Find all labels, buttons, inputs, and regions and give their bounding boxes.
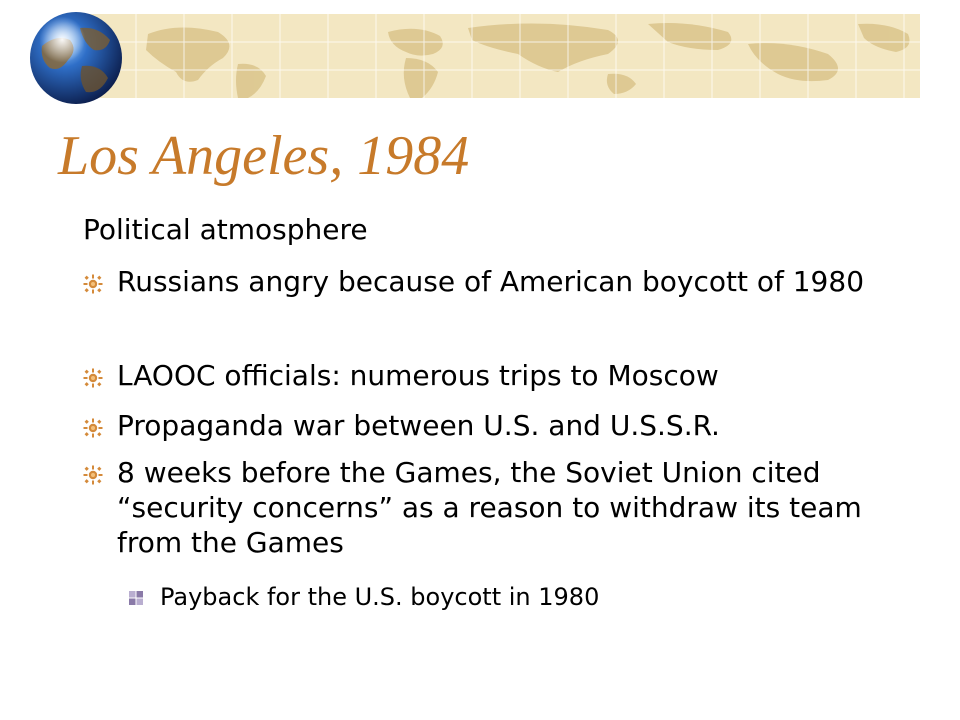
bullet-text: Russians angry because of American boycott of 1980 [117, 265, 865, 298]
bullet-text: Propaganda war between U.S. and U.S.S.R. [117, 409, 720, 442]
sun-bullet-icon [83, 274, 103, 294]
sun-bullet-icon [83, 368, 103, 388]
square-bullet-icon [128, 590, 144, 606]
bullet-text: LAOOC officials: numerous trips to Moscow [117, 359, 719, 392]
sun-bullet-icon [83, 465, 103, 485]
sub-bullet-text: Payback for the U.S. boycott in 1980 [160, 583, 600, 611]
section-heading: Political atmosphere [83, 213, 368, 246]
slide-title: Los Angeles, 1984 [58, 125, 470, 187]
bullet-text: 8 weeks before the Games, the Soviet Union cited “security concerns” as a reason to withdraw its team from the Games [117, 456, 862, 559]
sun-bullet-icon [83, 418, 103, 438]
globe-icon [20, 6, 132, 110]
world-map-banner [88, 14, 920, 98]
